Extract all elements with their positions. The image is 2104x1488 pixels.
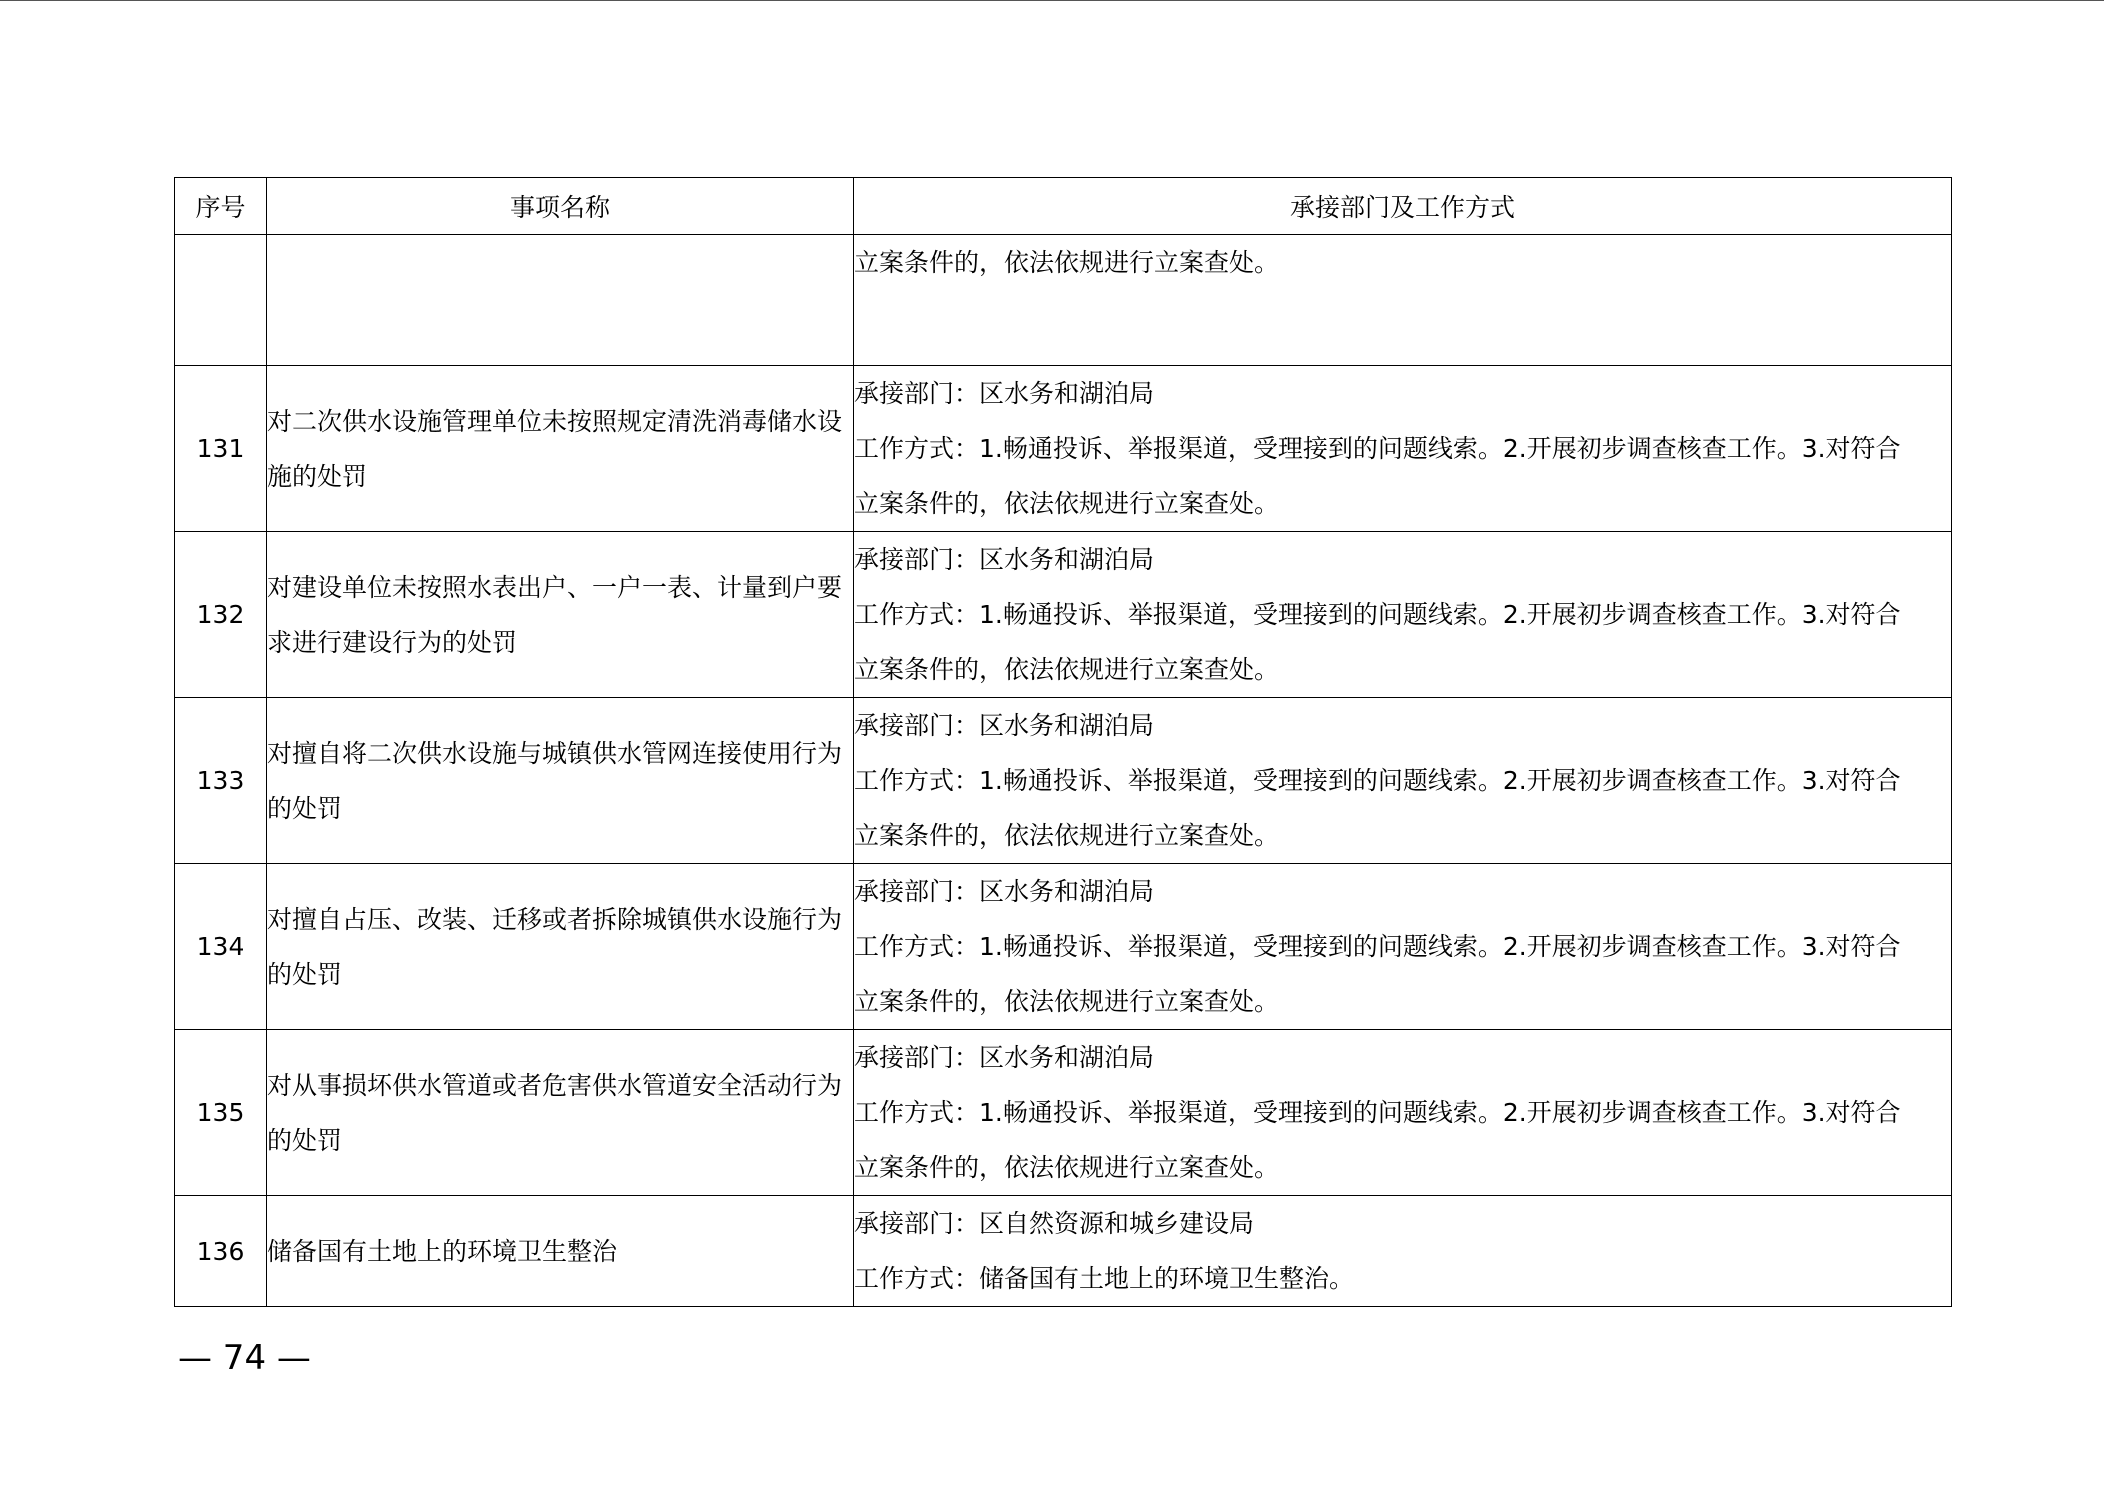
method-cont-line: 立案条件的，依法依规进行立案查处。	[854, 987, 1280, 1016]
table-row	[175, 1030, 1952, 1196]
table-row	[175, 532, 1952, 698]
cell-seq: 136	[175, 1196, 267, 1307]
cell-seq: 132	[175, 532, 267, 698]
cell-name: 对擅自占压、改装、迁移或者拆除城镇供水设施行为的处罚	[267, 864, 854, 1030]
method-cont-line: 立案条件的，依法依规进行立案查处。	[854, 821, 1280, 850]
method-line: 工作方式：1.畅通投诉、举报渠道，受理接到的问题线索。2.开展初步调查核查工作。3.对符合	[854, 1098, 1901, 1127]
method-line: 工作方式：1.畅通投诉、举报渠道，受理接到的问题线索。2.开展初步调查核查工作。3.对符合	[854, 932, 1901, 961]
method-line: 工作方式：1.畅通投诉、举报渠道，受理接到的问题线索。2.开展初步调查核查工作。3.对符合	[854, 600, 1901, 629]
cell-name: 储备国有土地上的环境卫生整治	[267, 1196, 854, 1307]
cell-seq: 134	[175, 864, 267, 1030]
cell-dept-method	[854, 864, 1952, 1030]
table-header-row	[175, 178, 1952, 235]
header-dept-method: 承接部门及工作方式	[854, 178, 1952, 235]
dept-line: 承接部门：区水务和湖泊局	[854, 1043, 1155, 1072]
table-row-continuation	[175, 235, 1952, 366]
method-line: 工作方式：1.畅通投诉、举报渠道，受理接到的问题线索。2.开展初步调查核查工作。3.对符合	[854, 766, 1901, 795]
dept-line: 承接部门：区水务和湖泊局	[854, 877, 1155, 906]
cell-dept-method	[854, 532, 1952, 698]
matters-table	[174, 177, 1952, 1307]
cell-dept-method	[854, 235, 1952, 366]
method-cont-line: 立案条件的，依法依规进行立案查处。	[854, 655, 1280, 684]
cell-dept-method	[854, 1030, 1952, 1196]
dept-line: 承接部门：区水务和湖泊局	[854, 545, 1155, 574]
cell-dept-method	[854, 698, 1952, 864]
cell-seq: 135	[175, 1030, 267, 1196]
header-seq: 序号	[175, 178, 267, 235]
page-number: — 74 —	[178, 1338, 311, 1378]
dept-line: 承接部门：区水务和湖泊局	[854, 711, 1155, 740]
cell-name: 对从事损坏供水管道或者危害供水管道安全活动行为的处罚	[267, 1030, 854, 1196]
method-line: 工作方式：1.畅通投诉、举报渠道，受理接到的问题线索。2.开展初步调查核查工作。3.对符合	[854, 434, 1901, 463]
top-border-line	[0, 0, 2104, 1]
cell-seq: 133	[175, 698, 267, 864]
header-name: 事项名称	[267, 178, 854, 235]
cell-name: 对擅自将二次供水设施与城镇供水管网连接使用行为的处罚	[267, 698, 854, 864]
cell-name	[267, 235, 854, 366]
table-row	[175, 864, 1952, 1030]
dept-line: 承接部门：区水务和湖泊局	[854, 379, 1155, 408]
table-row	[175, 698, 1952, 864]
dept-line: 承接部门：区自然资源和城乡建设局	[854, 1209, 1255, 1238]
cell-dept-method	[854, 366, 1952, 532]
method-cont-line: 立案条件的，依法依规进行立案查处。	[854, 1153, 1280, 1182]
method-cont-line: 立案条件的，依法依规进行立案查处。	[854, 489, 1280, 518]
cell-seq: 131	[175, 366, 267, 532]
cell-dept-method	[854, 1196, 1952, 1307]
method-line: 工作方式：储备国有土地上的环境卫生整治。	[854, 1264, 1355, 1293]
table-row	[175, 1196, 1952, 1307]
cell-seq	[175, 235, 267, 366]
cell-name: 对建设单位未按照水表出户、一户一表、计量到户要求进行建设行为的处罚	[267, 532, 854, 698]
table-row	[175, 366, 1952, 532]
cell-name: 对二次供水设施管理单位未按照规定清洗消毒储水设施的处罚	[267, 366, 854, 532]
continuation-text: 立案条件的，依法依规进行立案查处。	[854, 248, 1280, 277]
